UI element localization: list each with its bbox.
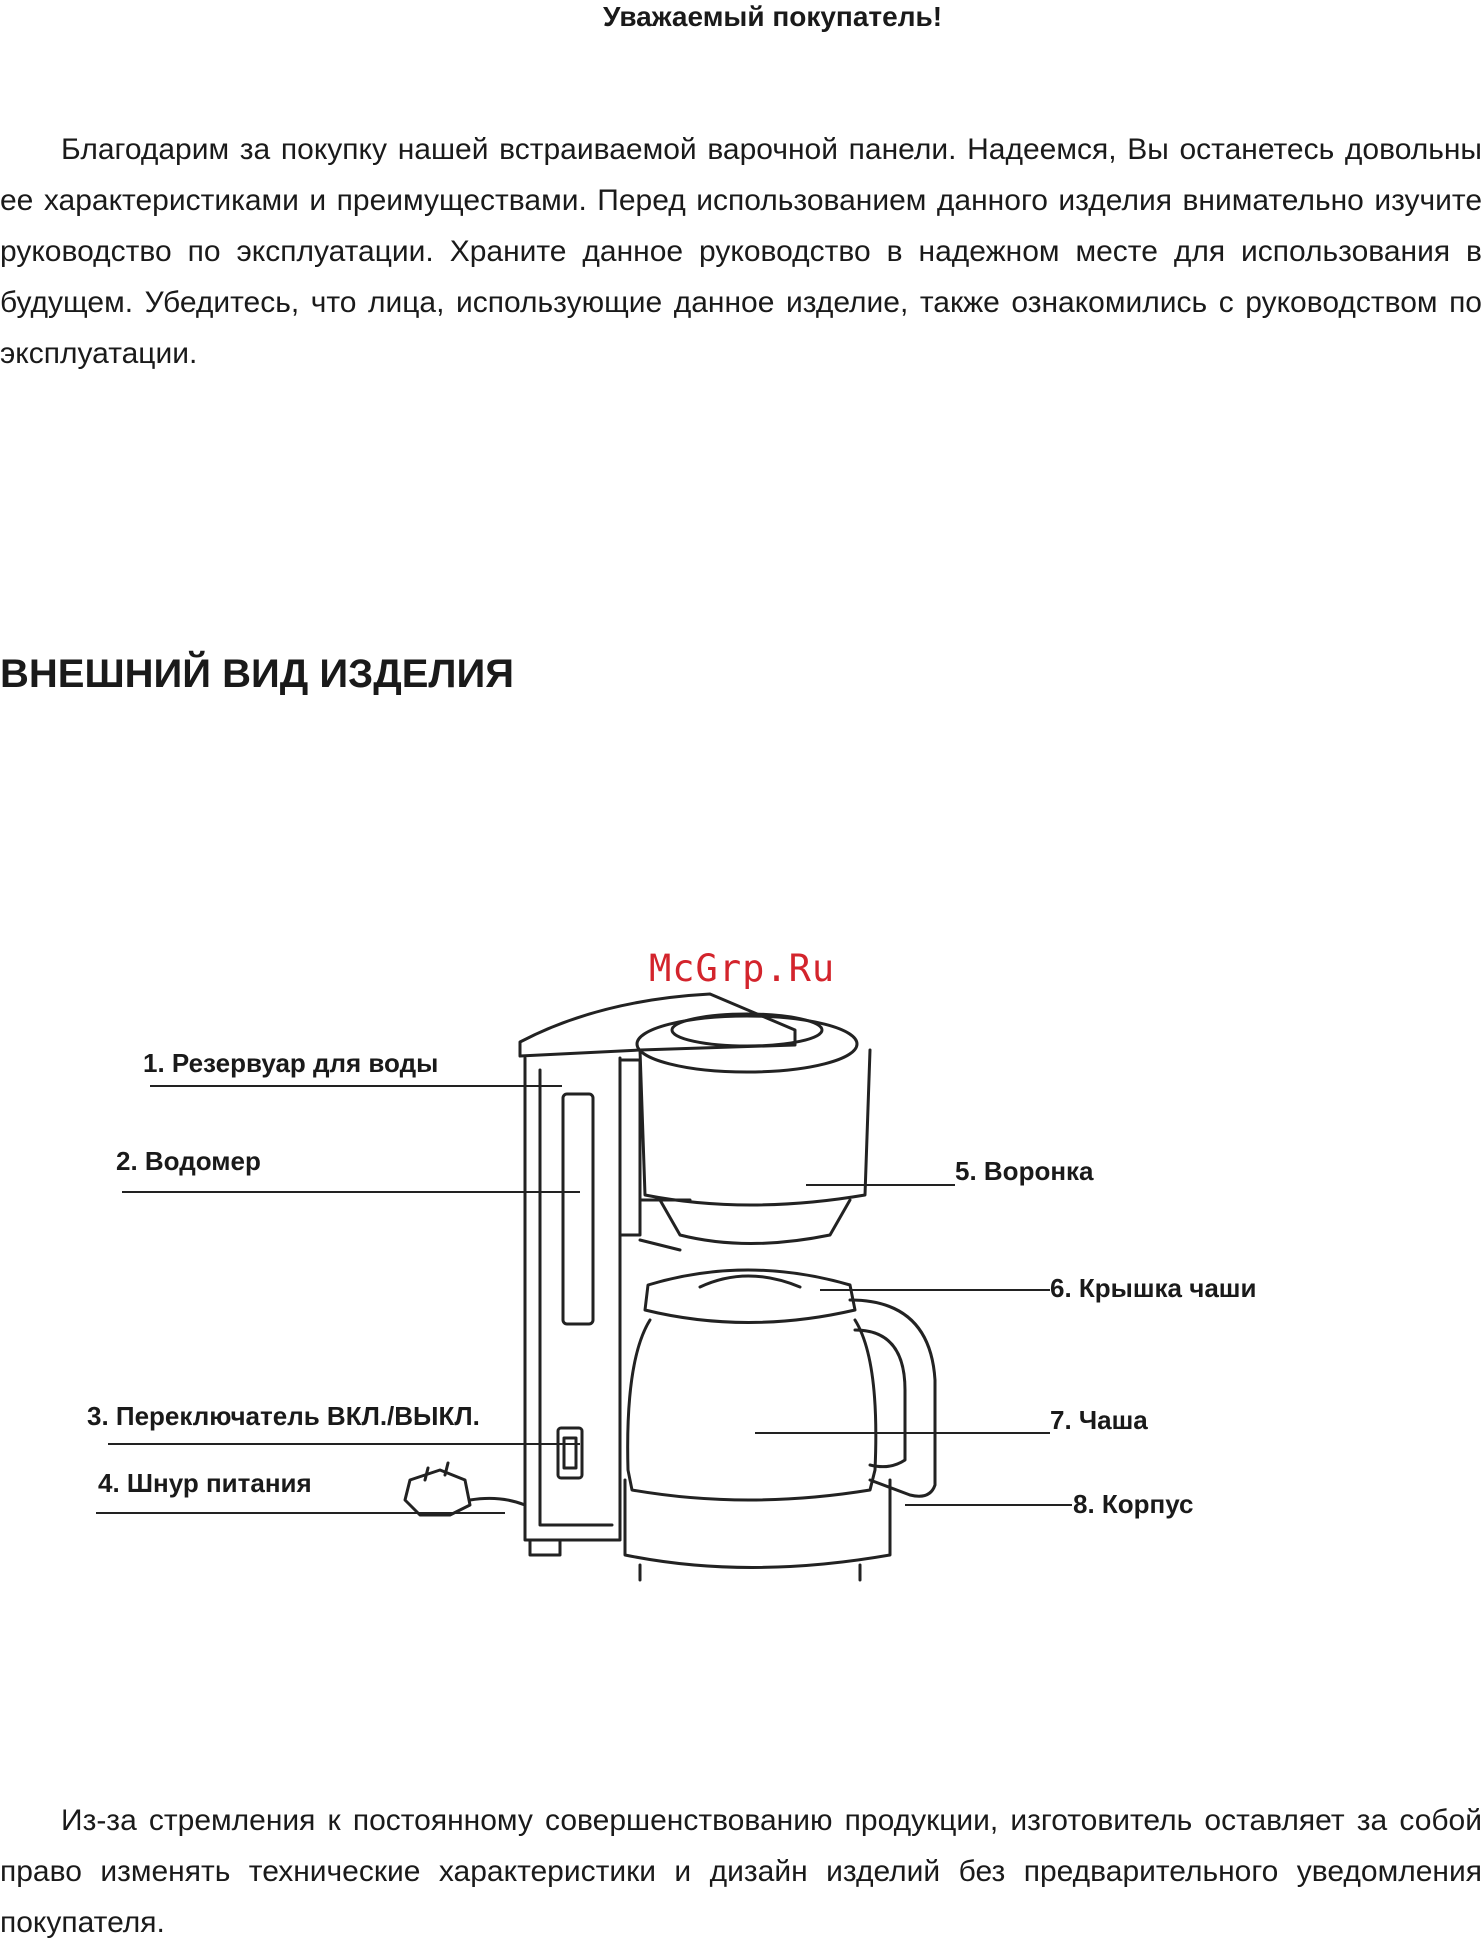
label-power-cord: 4. Шнур питания — [98, 1468, 312, 1498]
label-water-tank: 1. Резервуар для воды — [143, 1048, 439, 1078]
label-on-off-switch: 3. Переключатель ВКЛ./ВЫКЛ. — [87, 1401, 480, 1431]
section-title: ВНЕШНИЙ ВИД ИЗДЕЛИЯ — [0, 652, 514, 696]
watermark: McGrp.Ru — [649, 947, 836, 990]
greeting-heading: Уважаемый покупатель! — [602, 1, 943, 32]
label-water-gauge: 2. Водомер — [116, 1146, 261, 1176]
label-bowl-lid: 6. Крышка чаши — [1050, 1273, 1257, 1303]
label-funnel: 5. Воронка — [955, 1156, 1094, 1186]
coffee-maker-illustration — [405, 994, 935, 1580]
label-body: 8. Корпус — [1073, 1489, 1194, 1519]
intro-paragraph: Благодарим за покупку нашей встраиваемой варочной панели. Надеемся, Вы останетесь довольны ее характеристиками и преимуществами. Перед использованием данного изделия внимательно изучите руководство по эксплуатации. Храните данное руководство в надежном месте для использования в будущем. Убедитесь, что лица, использующие данное изделие, также ознакомились с руководством по эксплуатации. — [0, 133, 1482, 370]
label-bowl: 7. Чаша — [1050, 1405, 1148, 1435]
outro-paragraph: Из-за стремления к постоянному совершенствованию продукции, изготовитель оставляет за собой право изменять технические характеристики и дизайн изделий без предварительного уведомления покупателя. — [0, 1804, 1482, 1939]
